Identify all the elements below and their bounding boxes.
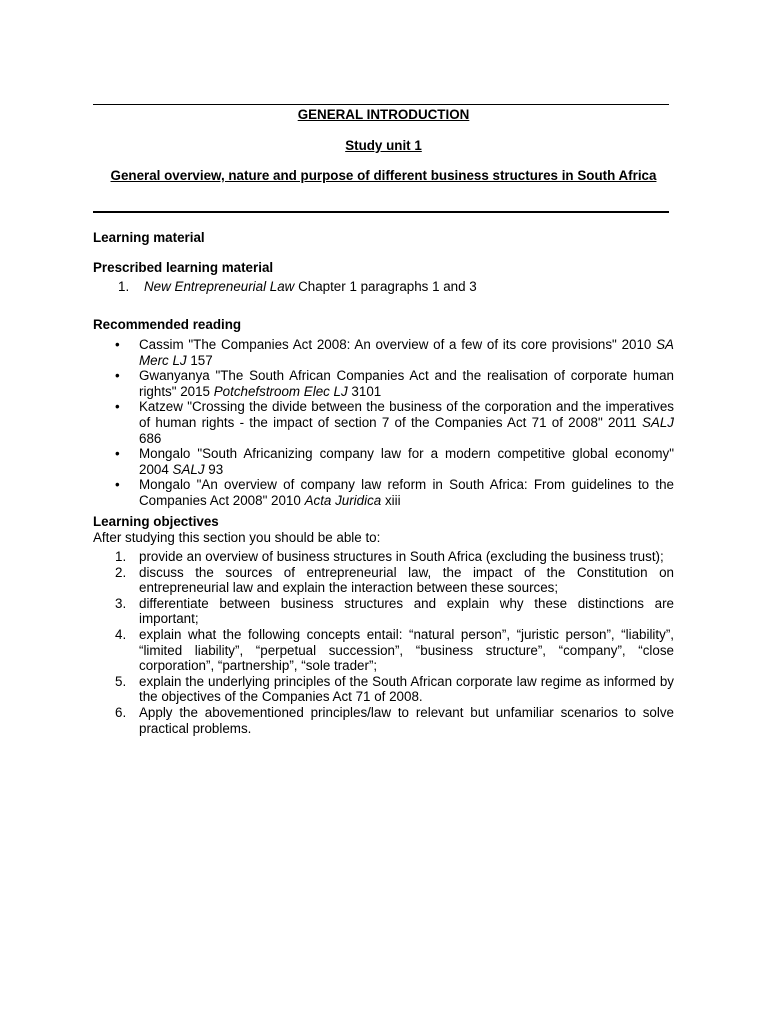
journal-name: Acta Juridica xyxy=(304,492,382,508)
list-marker: 5. xyxy=(115,673,127,689)
objective-text: discuss the sources of entrepreneurial law, the impact of the Constitution on entrepreneurial law and explain the interaction between these sources; xyxy=(139,564,674,596)
journal-name: SALJ xyxy=(641,414,674,430)
list-marker: 2. xyxy=(115,564,127,580)
list-item xyxy=(93,596,674,627)
list-marker: 6. xyxy=(115,704,127,720)
objectives-intro: After studying this section you should be able to: xyxy=(93,530,381,545)
section-rule xyxy=(93,211,669,213)
citation-page: 3101 xyxy=(347,383,382,399)
citation-text: Cassim "The Companies Act 2008: An overview of a few of its core provisions" 2010 xyxy=(139,337,657,352)
list-item xyxy=(93,565,674,596)
journal-name: SALJ xyxy=(172,461,205,477)
list-item xyxy=(93,705,674,736)
journal-name: SA Merc LJ xyxy=(139,337,674,368)
objective-text: Apply the abovementioned principles/law to relevant but unfamiliar scenarios to solve practical problems. xyxy=(139,704,674,736)
top-rule xyxy=(93,104,669,105)
book-reference: Chapter 1 paragraphs 1 and 3 xyxy=(294,279,477,294)
list-marker: 3. xyxy=(115,595,127,611)
bullet-icon: • xyxy=(115,337,120,352)
objective-text: provide an overview of business structures in South Africa (excluding the business trust); xyxy=(139,549,664,564)
study-unit-title: Study unit 1 xyxy=(345,138,422,153)
list-item xyxy=(93,446,674,477)
citation-page: 686 xyxy=(139,430,162,446)
citation-page: 157 xyxy=(186,352,213,368)
citation-text: Katzew "Crossing the divide between the business of the corporation and the imperatives of human rights - the impact of section 7 of the Companies Act 71 of 2008" 2011 xyxy=(139,399,674,430)
citation-text: Mongalo "An overview of company law reform in South Africa: From guidelines to the Companies Act 2008" 2010 xyxy=(139,477,674,508)
unit-subtitle: General overview, nature and purpose of different business structures in South Africa xyxy=(110,168,657,183)
objectives-list xyxy=(93,549,674,736)
list-marker: 4. xyxy=(115,626,127,642)
list-item xyxy=(93,477,674,508)
page-title: GENERAL INTRODUCTION xyxy=(297,107,470,122)
objective-text: differentiate between business structures and explain why these distinctions are important; xyxy=(139,595,674,627)
list-item xyxy=(93,399,674,446)
list-item xyxy=(93,549,674,565)
prescribed-material-heading: Prescribed learning material xyxy=(93,260,274,275)
recommended-reading-list xyxy=(93,337,674,509)
bullet-icon: • xyxy=(115,446,120,462)
list-item xyxy=(93,627,674,674)
journal-name: Potchefstroom Elec LJ xyxy=(213,383,348,399)
citation-text: Mongalo "South Africanizing company law for a modern competitive global economy" 2004 xyxy=(139,446,674,477)
bullet-icon: • xyxy=(115,399,120,415)
bullet-icon: • xyxy=(115,477,120,493)
citation-text: Gwanyanya "The South African Companies Act and the realisation of corporate human rights" 2015 xyxy=(139,368,674,399)
list-item xyxy=(93,279,674,295)
list-item xyxy=(93,368,674,399)
citation-page: 93 xyxy=(204,461,224,477)
learning-objectives-heading: Learning objectives xyxy=(93,514,219,529)
objective-text: explain what the following concepts entail: “natural person”, “juristic person”, “liability”, “limited liability”, “perpetual succession”, “business structure”, “company”, “close corporation”, “partnership”, “sole trader”; xyxy=(139,626,674,674)
list-marker: 1. xyxy=(118,279,130,294)
book-title: New Entrepreneurial Law xyxy=(144,279,295,294)
objective-text: explain the underlying principles of the South African corporate law regime as informed by the objectives of the Companies Act 71 of 2008. xyxy=(139,673,674,705)
learning-material-heading: Learning material xyxy=(93,230,205,245)
citation-page: xiii xyxy=(381,492,401,508)
list-item xyxy=(93,674,674,705)
recommended-reading-heading: Recommended reading xyxy=(93,317,242,332)
list-marker: 1. xyxy=(115,549,127,564)
list-item xyxy=(93,337,674,368)
bullet-icon: • xyxy=(115,368,120,384)
prescribed-list xyxy=(93,279,674,295)
